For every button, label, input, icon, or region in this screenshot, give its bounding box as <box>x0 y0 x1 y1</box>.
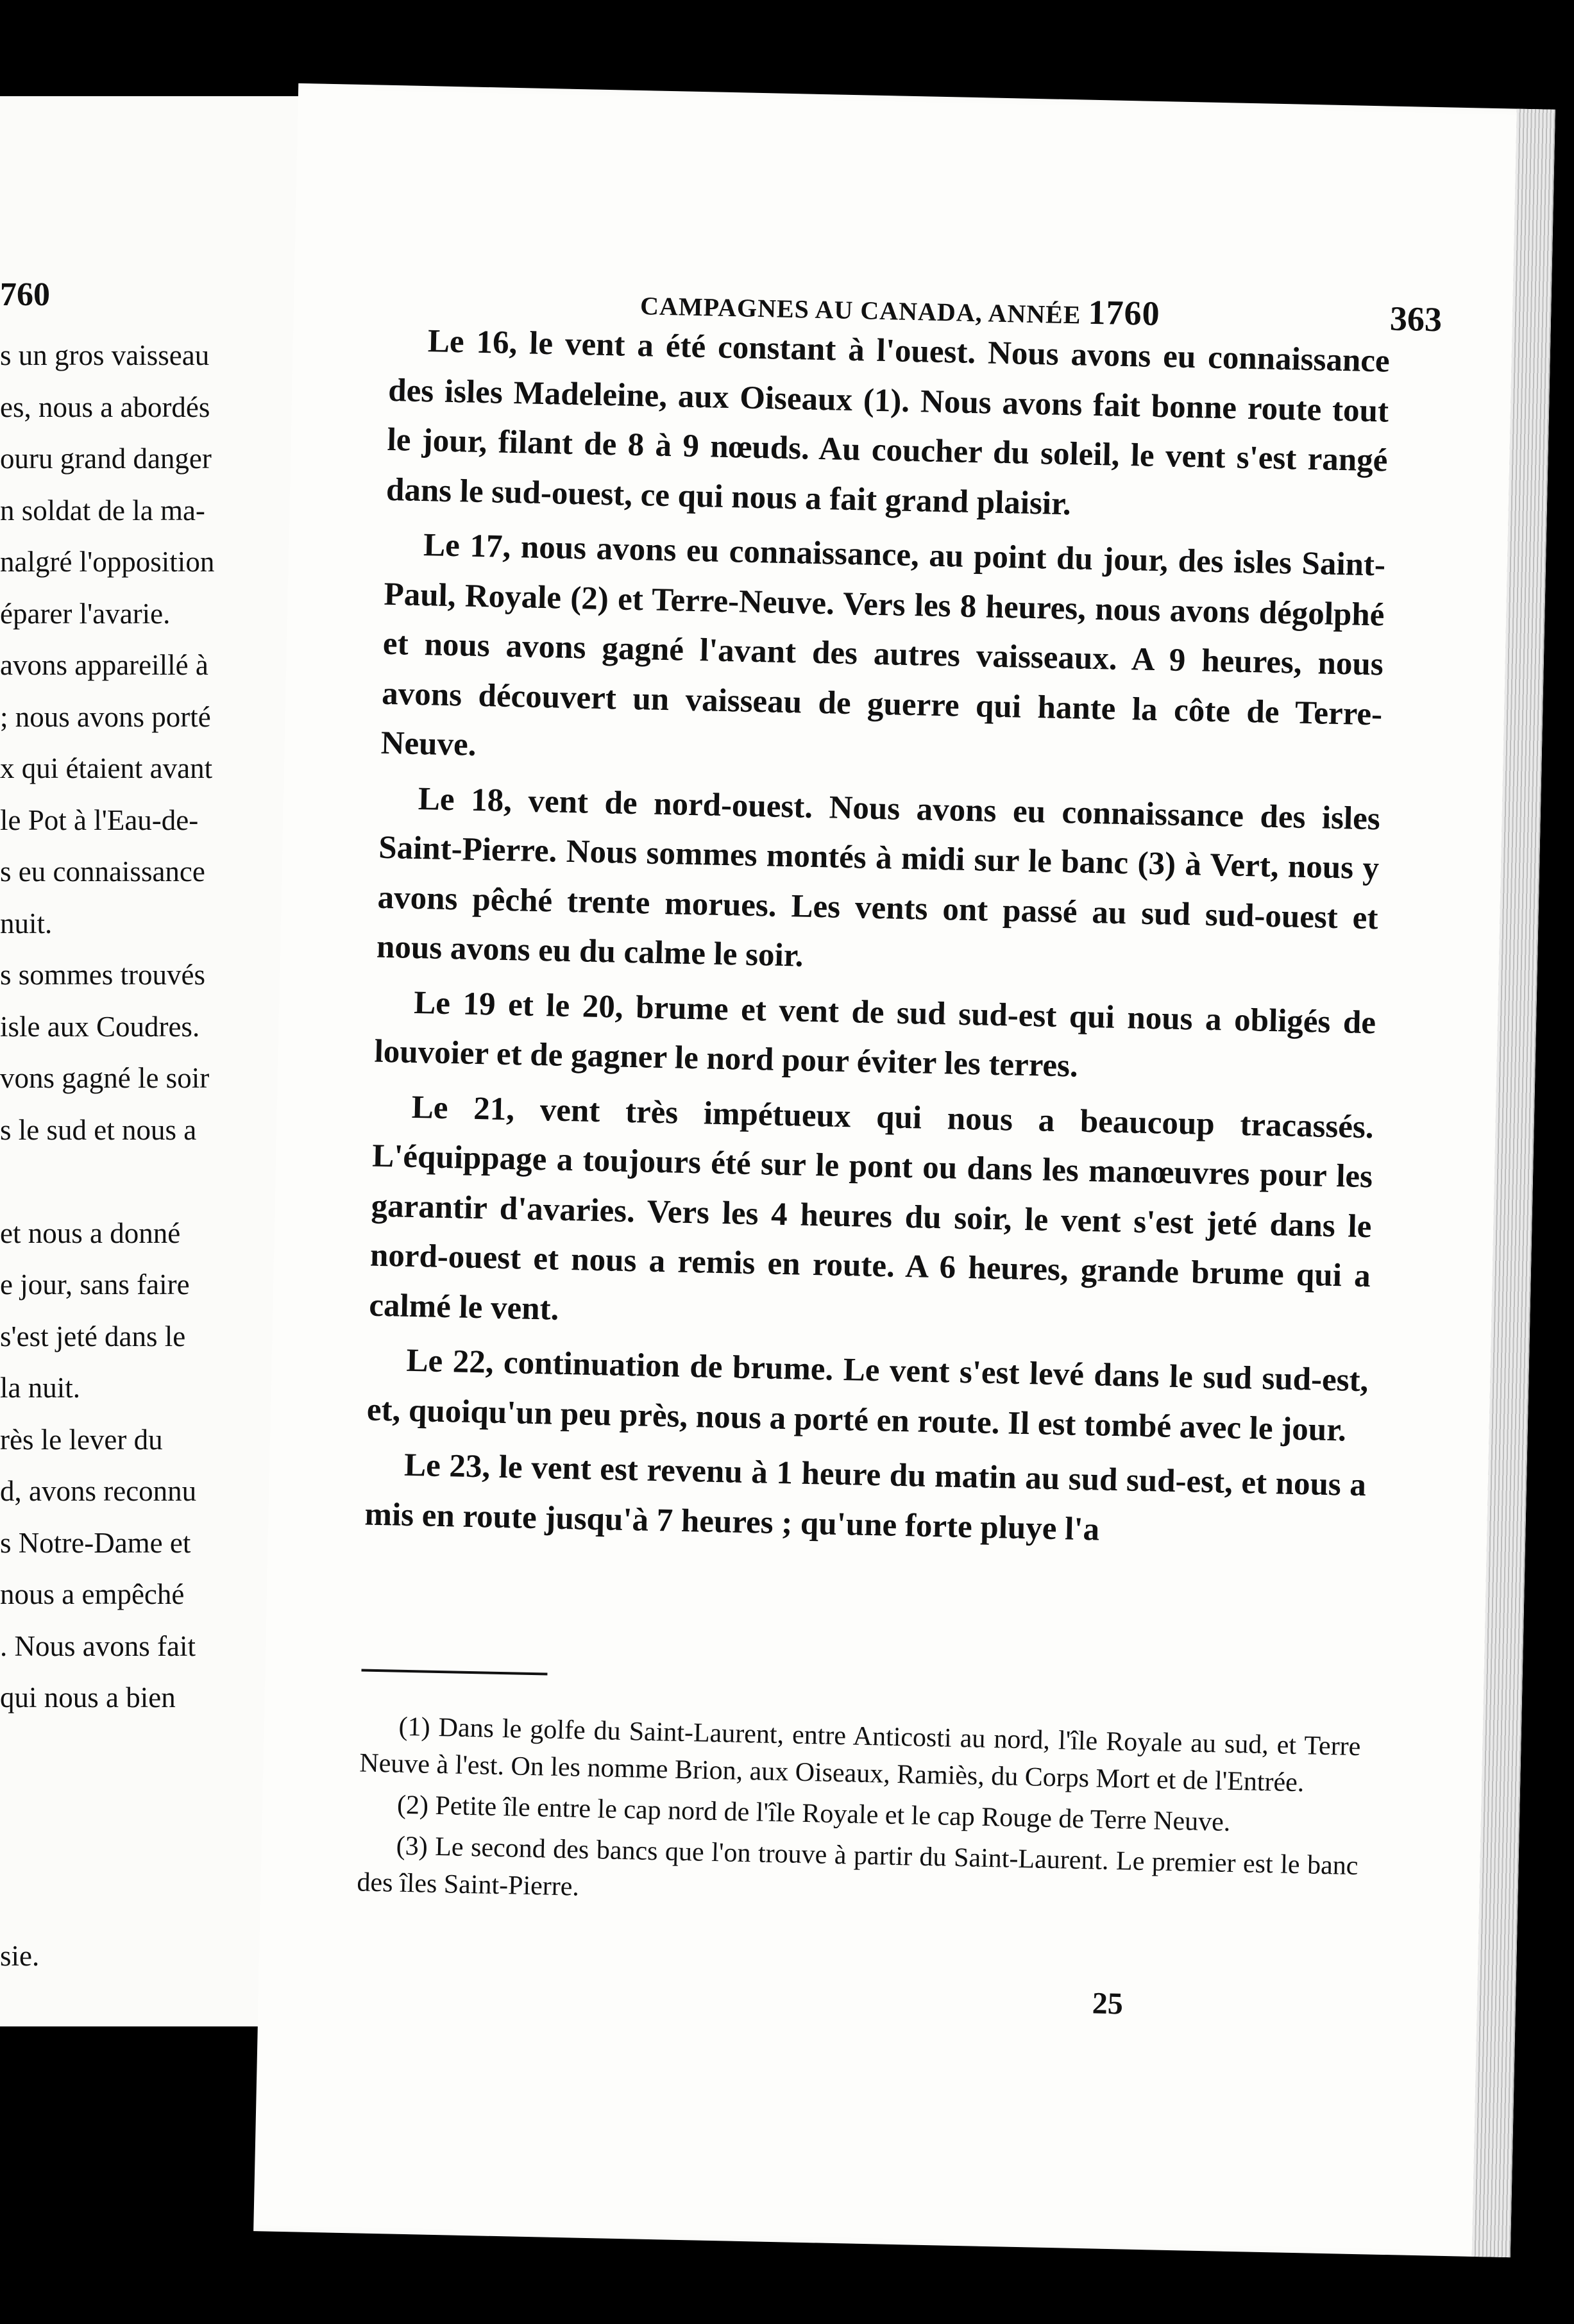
footnote-rule <box>361 1669 547 1675</box>
paragraph: Le 18, vent de nord-ouest. Nous avons eu connaissance des isles Saint-Pierre. Nous sommes montés à midi sur le banc (3) à Vert, nous y avons pêché trente morues. Les vents ont passé au sud sud-ouest et nous avons eu du calme le soir. <box>376 780 1381 974</box>
page-number: 363 <box>1389 299 1443 339</box>
left-page-line: . Nous avons fait <box>0 1629 196 1662</box>
left-page-line: s Notre-Dame et <box>0 1526 191 1559</box>
paragraph: Le 19 et le 20, brume et vent de sud sud-est qui nous a obligés de louvoier et de gagner le nord pour éviter les terres. <box>374 984 1376 1084</box>
left-page-line: qui nous a bien <box>0 1681 176 1714</box>
left-page-line: la nuit. <box>0 1372 80 1404</box>
left-page-line: d, avons reconnu <box>0 1475 197 1507</box>
paragraph: Le 16, le vent a été constant à l'ouest. Nous avons eu connaissance des isles Madeleine, aux Oiseaux (1). Nous avons fait bonne route tout le jour, filant de 8 à 9 nœuds. Au coucher du soleil, le vent s'est rangé dans le sud-ouest, ce qui nous a fait grand plaisir. <box>385 323 1391 522</box>
paragraph: Le 22, continuation de brume. Le vent s'est levé dans le sud sud-est, et, quoiqu'un peu près, nous a porté en route. Il est tombé avec le jour. <box>366 1342 1369 1449</box>
left-page <box>0 96 301 2026</box>
left-page-header: 760 <box>0 276 50 313</box>
signature-mark: 25 <box>1092 1986 1124 2021</box>
paragraph: Le 23, le vent est revenu à 1 heure du matin au sud sud-est, et nous a mis en route jusqu'à 7 heures ; qu'une forte pluye l'a <box>364 1447 1367 1547</box>
left-page-line: nous a empêché <box>0 1578 185 1610</box>
main-page <box>253 83 1555 2257</box>
left-page-line: e jour, sans faire <box>0 1268 190 1301</box>
left-page-line: et nous a donné <box>0 1217 181 1249</box>
left-page-line: sie. <box>0 1939 40 1972</box>
left-page-line: éparer l'avarie. <box>0 597 171 630</box>
left-page-line: vons gagné le soir <box>0 1062 210 1094</box>
footnote: (2) Petite île entre le cap nord de l'île Royale et le cap Rouge de Terre Neuve. <box>396 1790 1231 1837</box>
left-page-line: s'est jeté dans le <box>0 1320 186 1352</box>
running-head-title: CAMPAGNES AU CANADA, ANNÉE <box>639 291 1081 330</box>
left-page-line: n soldat de la ma- <box>0 494 205 526</box>
body-text <box>364 316 1391 1565</box>
left-page-line: le Pot à l'Eau-de- <box>0 804 199 836</box>
footnotes <box>357 1707 1361 1926</box>
left-page-line: ; nous avons porté <box>0 700 211 733</box>
left-page-line: rès le lever du <box>0 1423 163 1456</box>
page-edges <box>1472 109 1555 2258</box>
running-head-year: 1760 <box>1087 292 1161 333</box>
left-page-line: ouru grand danger <box>0 442 212 475</box>
left-page-line: es, nous a abordés <box>0 391 210 423</box>
left-page-line: s eu connaissance <box>0 855 205 888</box>
left-page-line: s un gros vaisseau <box>0 339 210 371</box>
left-page-line: nuit. <box>0 907 53 939</box>
left-page-line: s sommes trouvés <box>0 959 205 991</box>
footnote: (1) Dans le golfe du Saint-Laurent, entre Anticosti au nord, l'île Royale au sud, et Terre Neuve à l'est. On les nomme Brion, aux Oiseaux, Ramiès, du Corps Mort et de l'Entrée. <box>359 1712 1361 1798</box>
left-page-line: nalgré l'opposition <box>0 546 215 578</box>
left-page-line: x qui étaient avant <box>0 752 213 784</box>
footnote: (3) Le second des bancs que l'on trouve à partir du Saint-Laurent. Le premier est le banc des îles Saint-Pierre. <box>357 1831 1358 1902</box>
paragraph: Le 17, nous avons eu connaissance, au point du jour, des isles Saint-Paul, Royale (2) et Terre-Neuve. Vers les 8 heures, nous avons dégolphé et nous avons gagné l'avant des autres vaisseaux. A 9 heures, nous avons découvert un vaisseau de guerre qui hante la côte de Terre-Neuve. <box>380 527 1386 763</box>
paragraph: Le 21, vent très impétueux qui nous a beaucoup tracassés. L'équippage a toujours été sur le pont ou dans les manœuvres pour les garantir d'avaries. Vers les 4 heures du soir, le vent s'est jeté dans le nord-ouest et nous a remis en route. A 6 heures, grande brume qui a calmé le vent. <box>368 1089 1375 1327</box>
left-page-line: avons appareillé à <box>0 649 208 681</box>
left-page-line: isle aux Coudres. <box>0 1010 200 1043</box>
left-page-line: s le sud et nous a <box>0 1113 197 1146</box>
